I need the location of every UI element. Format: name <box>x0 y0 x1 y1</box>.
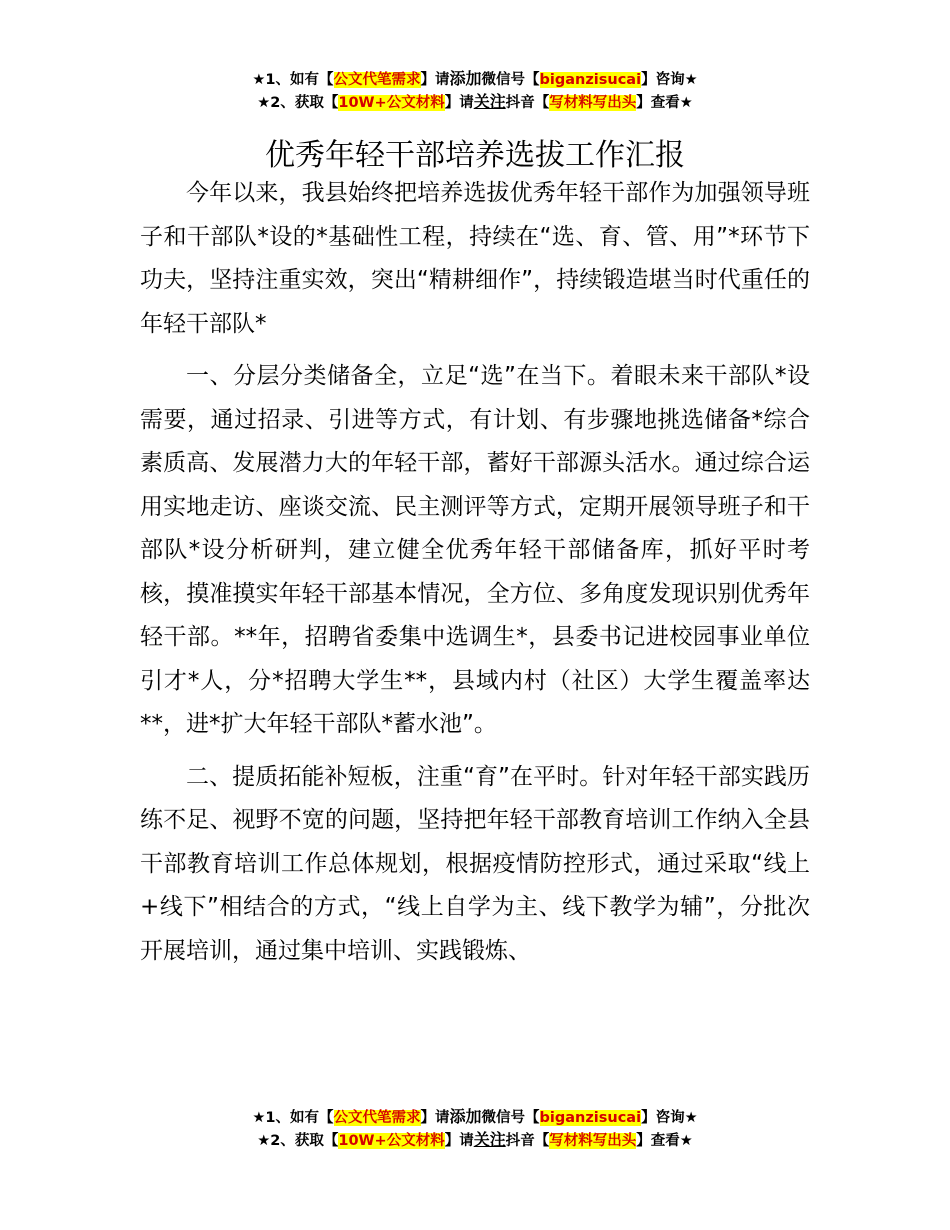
banner-text: 抖音【 <box>505 95 550 111</box>
banner-text: 】咨询★ <box>641 72 698 88</box>
header-banner <box>0 68 950 114</box>
banner-text: 】请 <box>420 72 450 88</box>
banner-line-1 <box>0 68 950 91</box>
banner-text: ★1、如有【 <box>252 1110 334 1126</box>
banner-text: 微信号【 <box>481 72 540 88</box>
banner-emphasis: 添加 <box>449 69 482 88</box>
banner-text: ★2、获取【 <box>257 1133 339 1149</box>
footer-banner <box>0 1106 950 1152</box>
banner-highlight: 10W+公文材料 <box>338 95 445 111</box>
banner-line-2 <box>0 91 950 114</box>
banner-text: 微信号【 <box>481 1110 540 1126</box>
banner-text: 】请 <box>444 95 474 111</box>
banner-highlight: 写材料写出头 <box>549 1133 637 1149</box>
banner-text: ★2、获取【 <box>257 95 339 111</box>
banner-highlight: biganzisucai <box>539 72 642 88</box>
banner-text: 】查看★ <box>636 95 693 111</box>
banner-emphasis: 添加 <box>449 1107 482 1126</box>
banner-text: 】咨询★ <box>641 1110 698 1126</box>
paragraph-section-1: 一、分层分类储备全，立足“选”在当下。着眼未来干部队*设需要，通过招录、引进等方式，有计划、有步骤地挑选储备*综合素质高、发展潜力大的年轻干部，蓄好干部源头活水。通过综合运用实地走访、座谈交流、民主测评等方式，定期开展领导班子和干部队*设分析研判，建立健全优秀年轻干部储备库，抓好平时考核，摸准摸实年轻干部基本情况，全方位、多角度发现识别优秀年轻干部。**年，招聘省委集中选调生*，县委书记进校园事业单位引才*人，分*招聘大学生**，县域内村（社区）大学生覆盖率达**，进*扩大年轻干部队*蓄水池”。 <box>140 363 810 737</box>
banner-highlight: biganzisucai <box>539 1110 642 1126</box>
banner-line-2 <box>0 1129 950 1152</box>
paragraph-section-2: 二、提质拓能补短板，注重“育”在平时。针对年轻干部实践历练不足、视野不宽的问题，坚持把年轻干部教育培训工作纳入全县干部教育培训工作总体规划，根据疫情防控形式，通过采取“线上+线下”相结合的方式，“线上自学为主、线下教学为辅”，分批次开展培训，通过集中培训、实践锻炼、 <box>140 763 810 964</box>
banner-emphasis: 关注 <box>473 1130 506 1149</box>
banner-text: 】请 <box>444 1133 474 1149</box>
banner-highlight: 公文代笔需求 <box>333 72 421 88</box>
banner-text: 】请 <box>420 1110 450 1126</box>
banner-highlight: 公文代笔需求 <box>333 1110 421 1126</box>
banner-highlight: 10W+公文材料 <box>338 1133 445 1149</box>
banner-text: ★1、如有【 <box>252 72 334 88</box>
banner-text: 抖音【 <box>505 1133 550 1149</box>
banner-emphasis: 关注 <box>473 92 506 111</box>
document-title: 优秀年轻干部培养选拔工作汇报 <box>265 138 685 174</box>
banner-text: 】查看★ <box>636 1133 693 1149</box>
banner-line-1 <box>0 1106 950 1129</box>
document-body <box>140 172 810 982</box>
banner-highlight: 写材料写出头 <box>549 95 637 111</box>
paragraph-intro: 今年以来，我县始终把培养选拔优秀年轻干部作为加强领导班子和干部队*设的*基础性工程，持续在“选、育、管、用”*环节下功夫，坚持注重实效，突出“精耕细作”，持续锻造堪当时代重任的年轻干部队* <box>140 180 810 337</box>
